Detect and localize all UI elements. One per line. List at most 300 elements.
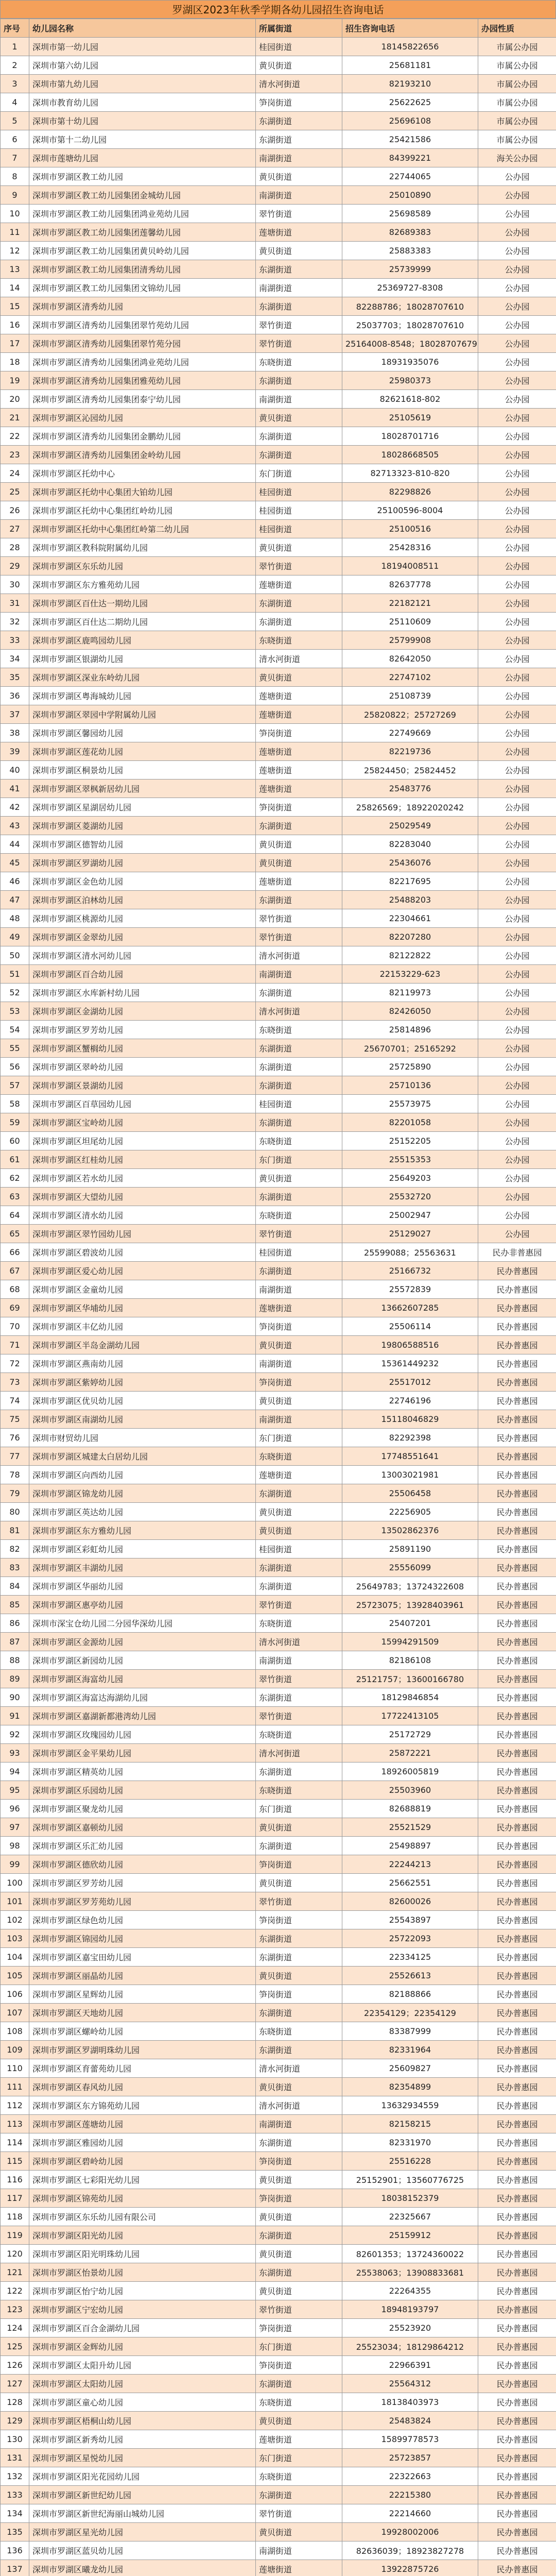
table-row [1, 1021, 556, 1039]
street-name: 东湖街道 [256, 1762, 342, 1781]
consult-phone: 13662607285 [342, 1299, 478, 1317]
row-seq: 13 [1, 260, 29, 279]
school-nature: 民办普惠园 [478, 1929, 556, 1948]
school-nature: 公办园 [478, 724, 556, 742]
consult-phone: 82283040 [342, 835, 478, 854]
street-name: 东湖街道 [256, 1188, 342, 1206]
table-row [1, 538, 556, 557]
table-row [1, 761, 556, 779]
street-name: 东湖街道 [256, 371, 342, 390]
kindergarten-name: 深圳市罗湖区燕南幼儿园 [29, 1354, 256, 1373]
street-name: 黄贝街道 [256, 56, 342, 75]
table-row [1, 1892, 556, 1911]
street-name: 东晓街道 [256, 1725, 342, 1744]
street-name: 清水河街道 [256, 1744, 342, 1762]
school-nature: 公办园 [478, 279, 556, 297]
school-nature: 民办普惠园 [478, 1911, 556, 1929]
consult-phone: 82354899 [342, 2078, 478, 2096]
table-row [1, 427, 556, 446]
kindergarten-name: 深圳市罗湖区星湖居幼儿园 [29, 798, 256, 817]
street-name: 笋岗街道 [256, 1317, 342, 1336]
kindergarten-name: 深圳市罗湖区碧岭幼儿园 [29, 2152, 256, 2171]
kindergarten-name: 深圳市财贸幼儿园 [29, 1429, 256, 1447]
row-seq: 38 [1, 724, 29, 742]
table-row [1, 1503, 556, 1521]
table-row [1, 1392, 556, 1410]
street-name: 东门街道 [256, 464, 342, 483]
row-seq: 41 [1, 779, 29, 798]
kindergarten-name: 深圳市罗湖区嘉湖新都港湾幼儿园 [29, 1707, 256, 1725]
kindergarten-name: 深圳市罗湖区锦苑幼儿园 [29, 2189, 256, 2208]
consult-phone: 25814896 [342, 1021, 478, 1039]
table-row [1, 1874, 556, 1892]
consult-phone: 25725890 [342, 1058, 478, 1076]
row-seq: 76 [1, 1429, 29, 1447]
consult-phone: 25121757；13600166780 [342, 1670, 478, 1688]
street-name: 黄贝街道 [256, 1169, 342, 1188]
school-nature: 民办普惠园 [478, 1354, 556, 1373]
kindergarten-name: 深圳市罗湖区嘉宝田幼儿园 [29, 1948, 256, 1967]
school-nature: 民办普惠园 [478, 1892, 556, 1911]
school-nature: 民办普惠园 [478, 1540, 556, 1558]
row-seq: 117 [1, 2189, 29, 2208]
kindergarten-name: 深圳市罗湖区若水幼儿园 [29, 1169, 256, 1188]
row-seq: 8 [1, 167, 29, 186]
street-name: 东湖街道 [256, 594, 342, 613]
kindergarten-name: 深圳市罗湖区曦龙幼儿园 [29, 2560, 256, 2576]
school-nature: 公办园 [478, 1188, 556, 1206]
row-seq: 36 [1, 687, 29, 705]
table-row [1, 1596, 556, 1614]
row-seq: 78 [1, 1466, 29, 1484]
kindergarten-name: 深圳市罗湖区惠亭幼儿园 [29, 1596, 256, 1614]
street-name: 笋岗街道 [256, 1911, 342, 1929]
kindergarten-name: 深圳市罗湖区深业东岭幼儿园 [29, 668, 256, 687]
consult-phone: 22354129；22354129 [342, 2004, 478, 2022]
street-name: 东湖街道 [256, 446, 342, 464]
row-seq: 82 [1, 1540, 29, 1558]
kindergarten-name: 深圳市罗湖区蟹榈幼儿园 [29, 1039, 256, 1058]
consult-phone: 25029549 [342, 817, 478, 835]
kindergarten-name: 深圳市深宝仓幼儿园二分园华深幼儿园 [29, 1614, 256, 1633]
consult-phone: 25739999 [342, 260, 478, 279]
consult-phone: 18145822656 [342, 38, 478, 56]
kindergarten-name: 深圳市罗湖区百合幼儿园 [29, 965, 256, 984]
kindergarten-name: 深圳市罗湖区桐景幼儿园 [29, 761, 256, 779]
table-row [1, 334, 556, 353]
row-seq: 2 [1, 56, 29, 75]
street-name: 莲塘街道 [256, 2560, 342, 2576]
kindergarten-name: 深圳市罗湖区清秀幼儿园集团翠竹苑分园 [29, 334, 256, 353]
kindergarten-name: 深圳市第九幼儿园 [29, 75, 256, 93]
street-name: 清水河街道 [256, 75, 342, 93]
street-name: 翠竹街道 [256, 2504, 342, 2523]
table-row [1, 93, 556, 112]
consult-phone: 82636039；18923827278 [342, 2541, 478, 2560]
school-nature: 公办园 [478, 613, 556, 631]
street-name: 笋岗街道 [256, 93, 342, 112]
table-row [1, 872, 556, 891]
consult-phone: 82331964 [342, 2041, 478, 2059]
table-row [1, 371, 556, 390]
street-name: 笋岗街道 [256, 798, 342, 817]
row-seq: 118 [1, 2208, 29, 2226]
consult-phone: 82688819 [342, 1800, 478, 1818]
school-nature: 民办普惠园 [478, 2115, 556, 2133]
kindergarten-name: 深圳市罗湖区碧波幼儿园 [29, 1243, 256, 1262]
consult-phone: 25710136 [342, 1076, 478, 1095]
kindergarten-name: 深圳市罗湖区沁园幼儿园 [29, 409, 256, 427]
school-nature: 市属公办园 [478, 130, 556, 149]
street-name: 东湖街道 [256, 297, 342, 316]
school-nature: 公办园 [478, 1058, 556, 1076]
consult-phone: 82600026 [342, 1892, 478, 1911]
table-row [1, 687, 556, 705]
kindergarten-name: 深圳市罗湖区向西幼儿园 [29, 1466, 256, 1484]
row-seq: 67 [1, 1262, 29, 1280]
table-row [1, 1558, 556, 1577]
table-row [1, 965, 556, 984]
table-row [1, 1985, 556, 2004]
row-seq: 62 [1, 1169, 29, 1188]
row-seq: 100 [1, 1874, 29, 1892]
consult-phone: 25696108 [342, 112, 478, 130]
consult-phone: 18028701716 [342, 427, 478, 446]
consult-phone: 25872221 [342, 1744, 478, 1762]
consult-phone: 25506458 [342, 1484, 478, 1503]
street-name: 东湖街道 [256, 1262, 342, 1280]
row-seq: 85 [1, 1596, 29, 1614]
school-nature: 民办普惠园 [478, 1614, 556, 1633]
table-row [1, 946, 556, 965]
kindergarten-name: 深圳市罗湖区清秀幼儿园集团金鹏幼儿园 [29, 427, 256, 446]
street-name: 桂园街道 [256, 38, 342, 56]
school-nature: 公办园 [478, 594, 556, 613]
table-row [1, 2337, 556, 2356]
table-row [1, 854, 556, 872]
school-nature: 民办普惠园 [478, 2319, 556, 2337]
table-body [1, 38, 556, 2576]
consult-phone: 25824450；25824452 [342, 761, 478, 779]
street-name: 东门街道 [256, 1800, 342, 1818]
kindergarten-name: 深圳市罗湖区银湖幼儿园 [29, 650, 256, 668]
consult-phone: 25556099 [342, 1558, 478, 1577]
street-name: 东湖街道 [256, 112, 342, 130]
row-seq: 98 [1, 1837, 29, 1855]
street-name: 东湖街道 [256, 1484, 342, 1503]
school-nature: 公办园 [478, 260, 556, 279]
kindergarten-name: 深圳市罗湖区金辉幼儿园 [29, 2337, 256, 2356]
kindergarten-name: 深圳市罗湖区教工幼儿园集团文锦幼儿园 [29, 279, 256, 297]
row-seq: 122 [1, 2282, 29, 2300]
school-nature: 公办园 [478, 1206, 556, 1225]
table-row [1, 483, 556, 501]
consult-phone: 18138403973 [342, 2393, 478, 2412]
kindergarten-name: 深圳市罗湖区东乐幼儿园有限公司 [29, 2208, 256, 2226]
kindergarten-name: 深圳市罗湖区托幼中心集团红岭第二幼儿园 [29, 520, 256, 538]
school-nature: 公办园 [478, 835, 556, 854]
row-seq: 99 [1, 1855, 29, 1874]
table-row [1, 2523, 556, 2541]
consult-phone: 82621618-802 [342, 390, 478, 409]
table-row [1, 1150, 556, 1169]
consult-phone: 25980373 [342, 371, 478, 390]
school-nature: 民办普惠园 [478, 1707, 556, 1725]
table-row [1, 2189, 556, 2208]
row-seq: 123 [1, 2300, 29, 2319]
street-name: 翠竹街道 [256, 928, 342, 946]
street-name: 桂园街道 [256, 483, 342, 501]
table-row [1, 130, 556, 149]
school-nature: 公办园 [478, 427, 556, 446]
street-name: 东湖街道 [256, 613, 342, 631]
kindergarten-name: 深圳市罗湖区星辉幼儿园 [29, 1985, 256, 2004]
kindergarten-name: 深圳市罗湖区锦龙幼儿园 [29, 1484, 256, 1503]
kindergarten-name: 深圳市罗湖区星悦幼儿园 [29, 2449, 256, 2467]
table-row [1, 2226, 556, 2245]
school-nature: 民办普惠园 [478, 1503, 556, 1521]
school-nature: 民办普惠园 [478, 2467, 556, 2486]
street-name: 东湖街道 [256, 1558, 342, 1577]
kindergarten-name: 深圳市罗湖区宝岭幼儿园 [29, 1113, 256, 1132]
row-seq: 134 [1, 2504, 29, 2523]
table-row [1, 1911, 556, 1929]
consult-phone: 25526613 [342, 1967, 478, 1985]
consult-phone: 13922875726 [342, 2560, 478, 2576]
school-nature: 公办园 [478, 984, 556, 1002]
row-seq: 93 [1, 1744, 29, 1762]
consult-phone: 84399221 [342, 149, 478, 167]
consult-phone: 22264355 [342, 2282, 478, 2300]
kindergarten-name: 深圳市罗湖区丰湖幼儿园 [29, 1558, 256, 1577]
row-seq: 60 [1, 1132, 29, 1150]
consult-phone: 18028668505 [342, 446, 478, 464]
street-name: 东晓街道 [256, 353, 342, 371]
table-row [1, 2022, 556, 2041]
kindergarten-name: 深圳市罗湖区春风幼儿园 [29, 2078, 256, 2096]
kindergarten-name: 深圳市罗湖区教工幼儿园集团莲馨幼儿园 [29, 223, 256, 242]
kindergarten-name: 深圳市罗湖区莲花幼儿园 [29, 742, 256, 761]
table-row [1, 575, 556, 594]
school-nature: 公办园 [478, 798, 556, 817]
street-name: 黄贝街道 [256, 1874, 342, 1892]
school-nature: 民办普惠园 [478, 1392, 556, 1410]
row-seq: 51 [1, 965, 29, 984]
row-seq: 110 [1, 2059, 29, 2078]
kindergarten-name: 深圳市罗湖区玫瑰园幼儿园 [29, 1725, 256, 1744]
consult-phone: 22244213 [342, 1855, 478, 1874]
school-nature: 民办普惠园 [478, 2541, 556, 2560]
kindergarten-name: 深圳市罗湖区罗芳幼儿园 [29, 1874, 256, 1892]
table-row [1, 1447, 556, 1466]
consult-phone: 25523920 [342, 2319, 478, 2337]
row-seq: 45 [1, 854, 29, 872]
row-seq: 33 [1, 631, 29, 650]
consult-phone: 25820822；25727269 [342, 705, 478, 724]
kindergarten-name: 深圳市第一幼儿园 [29, 38, 256, 56]
row-seq: 48 [1, 909, 29, 928]
consult-phone: 82207280 [342, 928, 478, 946]
row-seq: 83 [1, 1558, 29, 1577]
row-seq: 104 [1, 1948, 29, 1967]
table-row [1, 2115, 556, 2133]
kindergarten-name: 深圳市罗湖区七彩阳光幼儿园 [29, 2171, 256, 2189]
street-name: 东晓街道 [256, 1781, 342, 1800]
row-seq: 31 [1, 594, 29, 613]
table-row [1, 242, 556, 260]
school-nature: 民办普惠园 [478, 1373, 556, 1392]
kindergarten-name: 深圳市罗湖区新园幼儿园 [29, 1651, 256, 1670]
street-name: 南湖街道 [256, 1280, 342, 1299]
row-seq: 70 [1, 1317, 29, 1336]
table-row [1, 1967, 556, 1985]
table-row [1, 2096, 556, 2115]
street-name: 东湖街道 [256, 2041, 342, 2059]
table-row [1, 1929, 556, 1948]
kindergarten-name: 深圳市罗湖区阳光明珠幼儿园 [29, 2245, 256, 2263]
table-row [1, 2282, 556, 2300]
consult-phone: 17748551641 [342, 1447, 478, 1466]
consult-phone: 25573975 [342, 1095, 478, 1113]
school-nature: 民办普惠园 [478, 1725, 556, 1744]
row-seq: 18 [1, 353, 29, 371]
street-name: 黄贝街道 [256, 835, 342, 854]
consult-phone: 82219736 [342, 742, 478, 761]
street-name: 莲塘街道 [256, 761, 342, 779]
school-nature: 公办园 [478, 891, 556, 909]
row-seq: 14 [1, 279, 29, 297]
school-nature: 民办普惠园 [478, 2133, 556, 2152]
school-nature: 公办园 [478, 575, 556, 594]
kindergarten-name: 深圳市罗湖区德欣幼儿园 [29, 1855, 256, 1874]
kindergarten-name: 深圳市罗湖区罗芳幼儿园 [29, 1021, 256, 1039]
school-nature: 民办普惠园 [478, 1781, 556, 1800]
street-name: 黄贝街道 [256, 409, 342, 427]
street-name: 东晓街道 [256, 1614, 342, 1633]
kindergarten-name: 深圳市罗湖区清秀幼儿园 [29, 297, 256, 316]
street-name: 东门街道 [256, 2337, 342, 2356]
consult-phone: 82713323-810-820 [342, 464, 478, 483]
school-nature: 公办园 [478, 1039, 556, 1058]
kindergarten-name: 深圳市罗湖区童心幼儿园 [29, 2393, 256, 2412]
row-seq: 81 [1, 1521, 29, 1540]
street-name: 南湖街道 [256, 2115, 342, 2133]
table-row [1, 1484, 556, 1503]
row-seq: 101 [1, 1892, 29, 1911]
school-nature: 民办普惠园 [478, 2041, 556, 2059]
row-seq: 54 [1, 1021, 29, 1039]
table-row [1, 928, 556, 946]
row-seq: 27 [1, 520, 29, 538]
street-name: 笋岗街道 [256, 724, 342, 742]
school-nature: 民办普惠园 [478, 1744, 556, 1762]
table-row [1, 1113, 556, 1132]
kindergarten-name: 深圳市罗湖区罗湖幼儿园 [29, 854, 256, 872]
row-seq: 52 [1, 984, 29, 1002]
consult-phone: 18926005819 [342, 1762, 478, 1781]
table-row [1, 779, 556, 798]
table-row [1, 1429, 556, 1447]
street-name: 东湖街道 [256, 2004, 342, 2022]
street-name: 莲塘街道 [256, 575, 342, 594]
table-row [1, 1466, 556, 1484]
table-row [1, 1633, 556, 1651]
street-name: 南湖街道 [256, 1354, 342, 1373]
school-nature: 公办园 [478, 854, 556, 872]
school-nature: 市属公办园 [478, 93, 556, 112]
row-seq: 90 [1, 1688, 29, 1707]
consult-phone: 82298826 [342, 483, 478, 501]
row-seq: 16 [1, 316, 29, 334]
table-row [1, 2319, 556, 2337]
row-seq: 26 [1, 501, 29, 520]
table-row [1, 520, 556, 538]
row-seq: 135 [1, 2523, 29, 2541]
street-name: 南湖街道 [256, 1651, 342, 1670]
school-nature: 公办园 [478, 538, 556, 557]
consult-phone: 25670701；25165292 [342, 1039, 478, 1058]
table-row [1, 817, 556, 835]
school-nature: 民办普惠园 [478, 1855, 556, 1874]
kindergarten-name: 深圳市罗湖区罗湖明珠幼儿园 [29, 2041, 256, 2059]
row-seq: 80 [1, 1503, 29, 1521]
kindergarten-name: 深圳市罗湖区金童幼儿园 [29, 1280, 256, 1299]
table-row [1, 1948, 556, 1967]
table-row [1, 2208, 556, 2226]
row-seq: 23 [1, 446, 29, 464]
kindergarten-name: 深圳市罗湖区清水幼儿园 [29, 1206, 256, 1225]
school-nature: 公办园 [478, 1132, 556, 1150]
street-name: 翠竹街道 [256, 334, 342, 353]
table-row [1, 1651, 556, 1670]
row-seq: 64 [1, 1206, 29, 1225]
school-nature: 公办园 [478, 650, 556, 668]
school-nature: 民办普惠园 [478, 2004, 556, 2022]
kindergarten-name: 深圳市罗湖区东方雅幼儿园 [29, 1521, 256, 1540]
row-seq: 58 [1, 1095, 29, 1113]
school-nature: 公办园 [478, 705, 556, 724]
kindergarten-name: 深圳市罗湖区星光幼儿园 [29, 2523, 256, 2541]
kindergarten-name: 深圳市罗湖区半岛金湖幼儿园 [29, 1336, 256, 1354]
kindergarten-name: 深圳市罗湖区聚龙幼儿园 [29, 1800, 256, 1818]
school-nature: 民办普惠园 [478, 1688, 556, 1707]
kindergarten-name: 深圳市罗湖区莲塘幼儿园 [29, 2115, 256, 2133]
consult-phone: 18129846854 [342, 1688, 478, 1707]
consult-phone: 25515353 [342, 1150, 478, 1169]
consult-phone: 25521529 [342, 1818, 478, 1837]
row-seq: 94 [1, 1762, 29, 1781]
table-row [1, 1354, 556, 1373]
row-seq: 7 [1, 149, 29, 167]
kindergarten-name: 深圳市罗湖区精英幼儿园 [29, 1762, 256, 1781]
consult-phone: 25662551 [342, 1874, 478, 1892]
consult-phone: 82426050 [342, 1002, 478, 1021]
table-row [1, 1243, 556, 1262]
street-name: 莲塘街道 [256, 223, 342, 242]
consult-phone: 25369727-8308 [342, 279, 478, 297]
kindergarten-name: 深圳市罗湖区翠竹园幼儿园 [29, 1225, 256, 1243]
consult-phone: 22322663 [342, 2467, 478, 2486]
consult-phone: 25483776 [342, 779, 478, 798]
street-name: 黄贝街道 [256, 2523, 342, 2541]
table-row [1, 2504, 556, 2523]
street-name: 东湖街道 [256, 2133, 342, 2152]
row-seq: 1 [1, 38, 29, 56]
school-nature: 市属公办园 [478, 56, 556, 75]
row-seq: 132 [1, 2467, 29, 2486]
table-row [1, 2171, 556, 2189]
consult-phone: 25564312 [342, 2375, 478, 2393]
